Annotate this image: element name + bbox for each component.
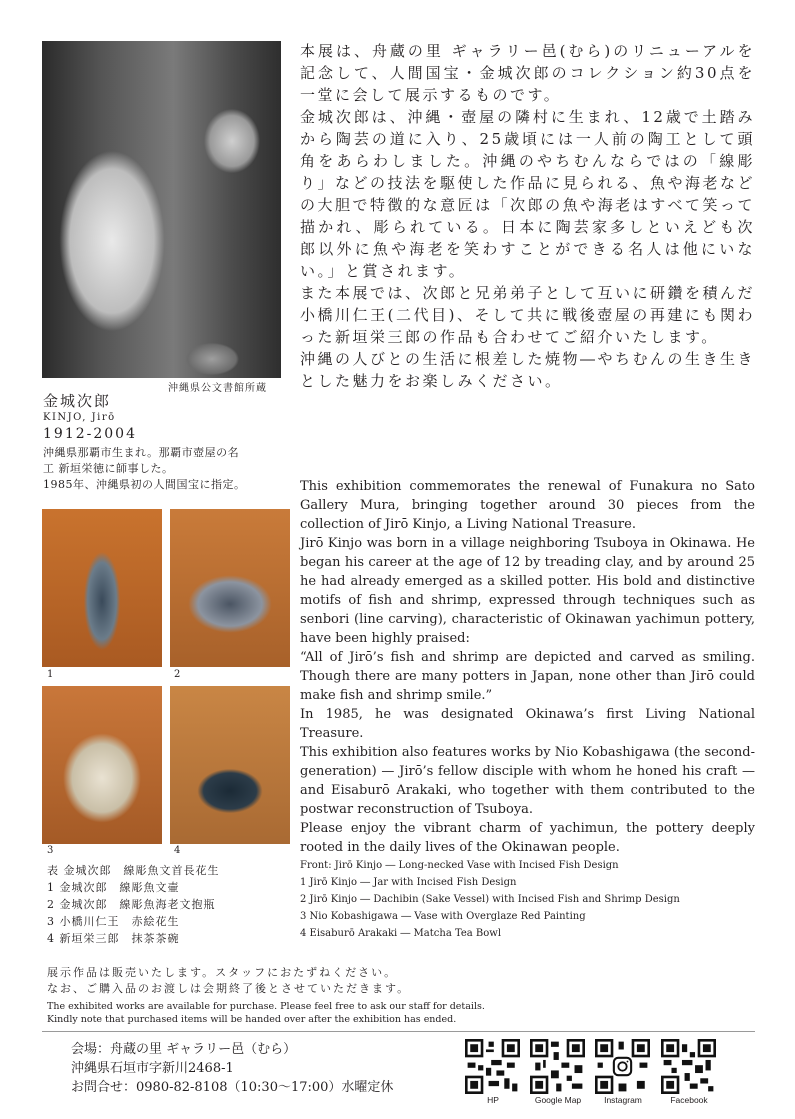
bio-line: 工 新垣栄徳に師事した。 xyxy=(43,462,174,475)
work-number-2: 2 xyxy=(174,669,181,680)
photo-credit: 沖縄県公文書館所蔵 xyxy=(168,383,267,394)
intro-ja-paragraph: また本展では、次郎と兄弟弟子として互いに研鑽を積んだ小橋川仁王(二代目)、そして共に戦後壺屋の再建にも関わった新垣栄三郎の作品も合わせてご紹介いたします。 xyxy=(300,284,756,346)
works-caption: 1 Jirō Kinjo ― Jar with Incised Fish Design xyxy=(300,877,517,888)
work-number-1: 1 xyxy=(47,669,54,680)
qr-code-icon xyxy=(465,1039,520,1094)
intro-en xyxy=(300,477,755,857)
artist-name-ja: 金城次郎 xyxy=(43,392,112,410)
qr-label: Instagram xyxy=(604,1095,642,1105)
bio-line: 沖縄県那覇市生まれ。那覇市壺屋の名 xyxy=(43,446,240,459)
work-number-3: 3 xyxy=(47,845,54,856)
intro-ja-paragraph: 金城次郎は、沖縄・壺屋の隣村に生まれ、12歳で土踏みから陶芸の道に入り、25歳頃には一人前の陶工として頭角をあらわしました。沖縄のやちむんならではの「線彫り」などの技法を駆使した作品に見られる、魚や海老などの大胆で特徴的な意匠は「次郎の魚や海老はすべて笑って描かれ、彫られている。日本に陶芸家多しといえども次郎以外に魚や海老を笑わすことができる名人は他にいない。」と賞されます。 xyxy=(300,108,756,280)
artist-bio xyxy=(43,445,293,493)
intro-en-paragraph: Jirō Kinjo was born in a village neighboring Tsuboya in Okinawa. He began his career at the age of 12 by treading clay, and by around 25 he had already emerged as a skilled potter. His bold and distinctive motifs of fish and shrimp, expressed through techniques such as senbori (line carving), characteristic of Okinawan yachimun pottery, have been highly praised: xyxy=(300,536,755,646)
notice-line: The exhibited works are available for purchase. Please feel free to ask our staff for details. xyxy=(47,1001,485,1012)
qr-code-icon xyxy=(661,1039,716,1094)
works-item: 3 小橋川仁王 赤絵花生 xyxy=(47,915,180,928)
works-item: 1 金城次郎 線彫魚文壷 xyxy=(47,881,180,894)
work-photo-4 xyxy=(170,686,290,844)
qr-facebook[interactable] xyxy=(661,1039,717,1105)
venue-place: 会場：舟蔵の里 ギャラリー邑（むら） xyxy=(71,1042,297,1057)
notice-line: Kindly note that purchased items will be handed over after the exhibition has ended. xyxy=(47,1014,457,1025)
sales-notice-ja xyxy=(47,965,410,997)
intro-ja-paragraph: 沖縄の人びとの生活に根差した焼物―やちむんの生き生きとした魅力をお楽しみください。 xyxy=(300,350,756,390)
intro-ja-paragraph: 本展は、舟蔵の里 ギャラリー邑(むら)のリニューアルを記念して、人間国宝・金城次郎のコレクション約30点を一堂に会して展示するものです。 xyxy=(300,42,755,104)
qr-label: HP xyxy=(487,1095,499,1105)
work-photo-3 xyxy=(42,686,162,844)
works-list-en xyxy=(300,857,680,942)
qr-google-map[interactable] xyxy=(530,1039,586,1105)
qr-label: Facebook xyxy=(670,1095,708,1105)
works-list-ja xyxy=(47,862,220,947)
intro-en-paragraph: “All of Jirō’s fish and shrimp are depicted and carved as smiling. Though there are many potters in Japan, none other than Jirō could make fish and shrimp smile.” xyxy=(300,650,755,703)
artist-years: 1912-2004 xyxy=(43,426,137,442)
artist-name-en: KINJO, Jirō xyxy=(43,412,116,423)
works-caption: 3 Nio Kobashigawa ― Vase with Overglaze Red Painting xyxy=(300,911,586,922)
qr-instagram[interactable] xyxy=(595,1039,651,1105)
qr-hp[interactable] xyxy=(465,1039,521,1105)
notice-line: 展示作品は販売いたします。スタッフにおたずねください。 xyxy=(47,966,398,979)
qr-label: Google Map xyxy=(534,1095,582,1105)
artist-portrait-photo xyxy=(42,41,281,378)
works-item: 表 金城次郎 線彫魚文首長花生 xyxy=(47,864,220,877)
footer-divider xyxy=(42,1031,755,1032)
intro-en-paragraph: Please enjoy the vibrant charm of yachimun, the pottery deeply rooted in the daily lives of the Okinawan people. xyxy=(300,821,755,855)
work-number-4: 4 xyxy=(174,845,181,856)
intro-en-paragraph: This exhibition also features works by Nio Kobashigawa (the second-generation) — Jirō’s fellow disciple with whom he honed his craft — and Eisaburō Arakaki, who together with them contributed to the postwar reconstruction of Tsuboya. xyxy=(300,745,755,817)
bio-line: 1985年、沖縄県初の人間国宝に指定。 xyxy=(43,478,246,491)
venue-info xyxy=(71,1040,393,1097)
works-caption: 2 Jirō Kinjo ― Dachibin (Sake Vessel) with Incised Fish and Shrimp Design xyxy=(300,894,680,905)
works-caption: Front: Jirō Kinjo ― Long-necked Vase with Incised Fish Design xyxy=(300,860,619,871)
venue-address: 沖縄県石垣市字新川2468-1 xyxy=(71,1061,234,1076)
works-caption: 4 Eisaburō Arakaki ― Matcha Tea Bowl xyxy=(300,928,502,939)
intro-ja xyxy=(300,40,755,392)
works-item: 2 金城次郎 線彫魚海老文抱瓶 xyxy=(47,898,216,911)
intro-en-paragraph: In 1985, he was designated Okinawa’s first Living National Treasure. xyxy=(300,707,755,741)
venue-contact: お問合せ：0980-82-8108（10:30〜17:00）水曜定休 xyxy=(71,1080,394,1095)
work-photo-1 xyxy=(42,509,162,667)
notice-line: なお、ご購入品のお渡しは会期終了後とさせていただきます。 xyxy=(47,982,411,995)
qr-code-icon xyxy=(530,1039,585,1094)
intro-en-paragraph: This exhibition commemorates the renewal of Funakura no Sato Gallery Mura, bringing together around 30 pieces from the collection of Jirō Kinjo, a Living National Treasure. xyxy=(300,479,755,532)
works-item: 4 新垣栄三郎 抹茶茶碗 xyxy=(47,932,180,945)
work-photo-2 xyxy=(170,509,290,667)
qr-code-icon xyxy=(595,1039,650,1094)
sales-notice-en xyxy=(47,1000,485,1026)
